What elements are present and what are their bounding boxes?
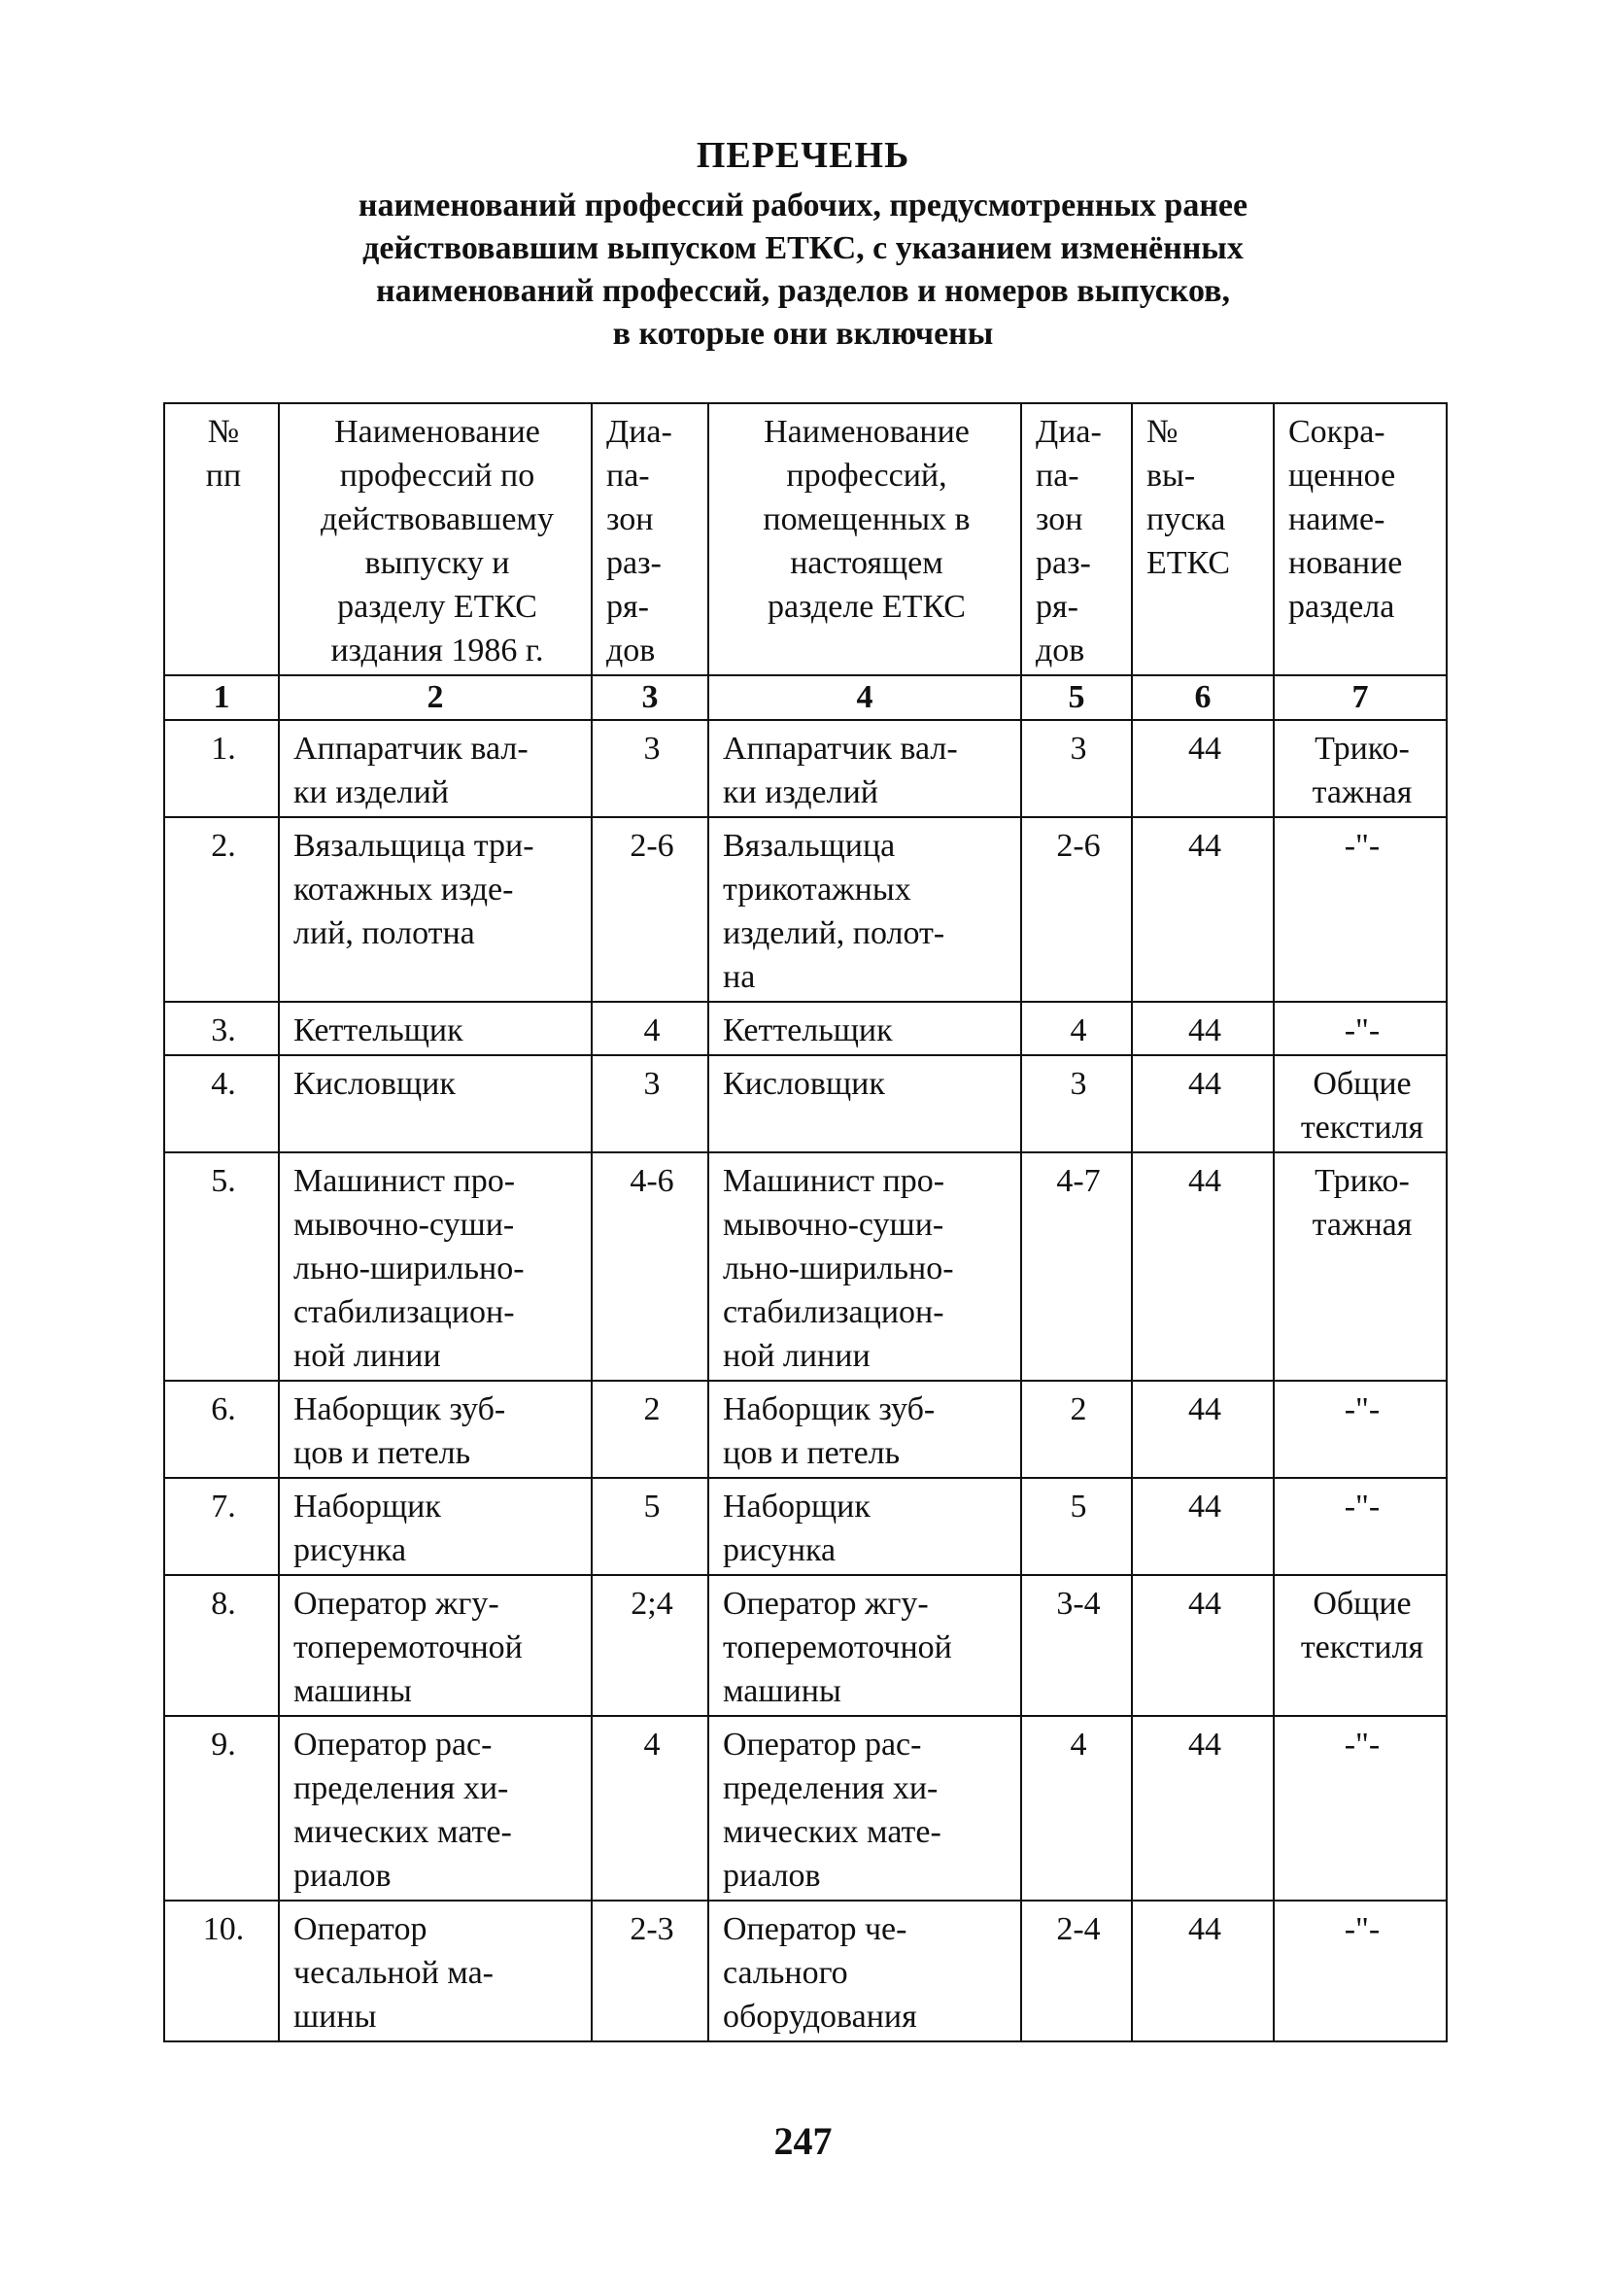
header-section-line: наиме- — [1288, 501, 1385, 537]
subtitle-line: в которые они включены — [612, 316, 994, 352]
old-grade-range: 5 — [592, 1478, 708, 1575]
section-name — [1274, 1575, 1447, 1716]
new-profession-name-line: машины — [723, 1673, 841, 1709]
old-profession-name — [279, 1716, 592, 1901]
new-profession-name — [708, 1716, 1021, 1901]
document-title: ПЕРЕЧЕНЬ — [696, 135, 910, 176]
etks-issue-number: 44 — [1132, 1055, 1274, 1152]
section-name — [1274, 1002, 1447, 1055]
section-name-line: текстиля — [1300, 1110, 1424, 1146]
new-profession-name-line: стабилизацион- — [723, 1294, 944, 1330]
section-name — [1274, 1478, 1447, 1575]
new-profession-name-line: Наборщик — [723, 1489, 871, 1525]
header-issue-line: пуска — [1146, 501, 1226, 537]
header-new-range-line: ря- — [1036, 589, 1078, 625]
old-profession-name-line: Наборщик — [293, 1489, 441, 1525]
new-profession-name-line: топеремоточной — [723, 1629, 952, 1665]
header-old-name-line: разделу ЕТКС — [337, 589, 537, 625]
header-section-line: раздела — [1288, 589, 1395, 625]
old-profession-name-line: пределения хи- — [293, 1770, 509, 1806]
section-name-line: -"- — [1344, 1489, 1381, 1525]
column-number: 7 — [1274, 675, 1447, 720]
header-number — [164, 403, 279, 675]
header-section-line: щенное — [1288, 458, 1396, 494]
table-row — [164, 1901, 1447, 2041]
table-row — [164, 1716, 1447, 1901]
new-profession-name-line: пределения хи- — [723, 1770, 939, 1806]
old-grade-range: 3 — [592, 720, 708, 817]
old-profession-name — [279, 1381, 592, 1478]
header-old-range-line: зон — [606, 501, 654, 537]
new-profession-name-line: Кисловщик — [723, 1066, 885, 1102]
old-profession-name-line: Машинист про- — [293, 1163, 516, 1199]
section-name-line: Общие — [1313, 1066, 1412, 1102]
section-name-line: -"- — [1344, 1391, 1381, 1427]
old-profession-name-line: мических мате- — [293, 1814, 512, 1850]
old-grade-range: 4 — [592, 1002, 708, 1055]
header-issue-line: вы- — [1146, 458, 1196, 494]
etks-issue-number: 44 — [1132, 1002, 1274, 1055]
new-profession-name-line: ки изделий — [723, 774, 878, 810]
new-grade-range: 4-7 — [1021, 1152, 1132, 1381]
old-grade-range: 2-6 — [592, 817, 708, 1002]
new-profession-name-line: оборудования — [723, 1999, 917, 2035]
column-number: 2 — [279, 675, 592, 720]
old-profession-name-line: Оператор жгу- — [293, 1586, 499, 1622]
row-number: 4. — [164, 1055, 279, 1152]
section-name — [1274, 817, 1447, 1002]
header-new-range-line: зон — [1036, 501, 1083, 537]
new-profession-name-line: цов и петель — [723, 1435, 901, 1471]
new-grade-range: 3 — [1021, 720, 1132, 817]
new-grade-range: 2-4 — [1021, 1901, 1132, 2041]
old-profession-name-line: лий, полотна — [293, 915, 475, 951]
header-old-range-line: дов — [606, 633, 656, 668]
column-number: 6 — [1132, 675, 1274, 720]
section-name — [1274, 1716, 1447, 1901]
table-row — [164, 720, 1447, 817]
header-new-name-line: Наименование — [764, 414, 970, 450]
column-number: 1 — [164, 675, 279, 720]
section-name-line: -"- — [1344, 1012, 1381, 1048]
new-profession-name-line: Оператор рас- — [723, 1727, 922, 1763]
subtitle-line: наименований профессий рабочих, предусмотренных ранее — [358, 188, 1248, 223]
new-profession-name — [708, 1381, 1021, 1478]
header-section-line: нование — [1288, 545, 1403, 581]
header-new-range-line: Диа- — [1036, 414, 1102, 450]
subtitle-line: действовавшим выпуском ЕТКС, с указанием изменённых — [362, 230, 1244, 266]
header-number-line: № — [207, 414, 240, 450]
new-profession-name — [708, 1002, 1021, 1055]
section-name-line: -"- — [1344, 828, 1381, 864]
old-profession-name-line: мывочно-суши- — [293, 1207, 515, 1243]
table-row — [164, 1381, 1447, 1478]
old-profession-name-line: цов и петель — [293, 1435, 471, 1471]
etks-issue-number: 44 — [1132, 1901, 1274, 2041]
old-profession-name — [279, 817, 592, 1002]
new-profession-name-line: изделий, полот- — [723, 915, 945, 951]
row-number: 7. — [164, 1478, 279, 1575]
header-old-range-line: Диа- — [606, 414, 672, 450]
old-profession-name-line: Наборщик зуб- — [293, 1391, 506, 1427]
header-new-range-line: па- — [1036, 458, 1079, 494]
section-name-line: Общие — [1313, 1586, 1412, 1622]
new-profession-name-line: Машинист про- — [723, 1163, 945, 1199]
professions-table — [163, 402, 1448, 2042]
old-profession-name-line: Вязальщица три- — [293, 828, 534, 864]
new-profession-name-line: трикотажных — [723, 872, 911, 908]
old-profession-name-line: риалов — [293, 1858, 392, 1894]
old-profession-name-line: ной линии — [293, 1338, 441, 1374]
old-grade-range: 2;4 — [592, 1575, 708, 1716]
section-name-line: -"- — [1344, 1727, 1381, 1763]
header-old-name-line: выпуску и — [364, 545, 510, 581]
row-number: 3. — [164, 1002, 279, 1055]
new-profession-name-line: льно-ширильно- — [723, 1251, 954, 1286]
new-profession-name-line: Наборщик зуб- — [723, 1391, 936, 1427]
header-old-name-line: издания 1986 г. — [330, 633, 544, 668]
row-number: 2. — [164, 817, 279, 1002]
page-number: 247 — [773, 2119, 833, 2163]
new-profession-name-line: Кеттельщик — [723, 1012, 893, 1048]
section-name-line: -"- — [1344, 1911, 1381, 1947]
table-row — [164, 1055, 1447, 1152]
old-profession-name-line: Кисловщик — [293, 1066, 456, 1102]
old-profession-name — [279, 1152, 592, 1381]
new-profession-name-line: рисунка — [723, 1532, 837, 1568]
row-number: 10. — [164, 1901, 279, 2041]
table-row — [164, 1478, 1447, 1575]
new-profession-name-line: риалов — [723, 1858, 821, 1894]
new-profession-name-line: Оператор че- — [723, 1911, 907, 1947]
row-number: 9. — [164, 1716, 279, 1901]
section-name — [1274, 1901, 1447, 2041]
new-profession-name — [708, 1901, 1021, 2041]
new-profession-name-line: Аппаратчик вал- — [723, 731, 958, 767]
header-old-name — [279, 403, 592, 675]
section-name — [1274, 1055, 1447, 1152]
header-new-name-line: настоящем — [790, 545, 943, 581]
row-number: 5. — [164, 1152, 279, 1381]
header-new-range-line: дов — [1036, 633, 1085, 668]
new-profession-name — [708, 1575, 1021, 1716]
table-row — [164, 1575, 1447, 1716]
header-old-name-line: действовавшему — [321, 501, 554, 537]
new-profession-name — [708, 1055, 1021, 1152]
section-name-line: тажная — [1312, 1207, 1413, 1243]
header-old-range-line: раз- — [606, 545, 662, 581]
subtitle-line: наименований профессий, разделов и номеров выпусков, — [376, 273, 1230, 309]
header-issue — [1132, 403, 1274, 675]
header-section-line: Сокра- — [1288, 414, 1385, 450]
new-grade-range: 2 — [1021, 1381, 1132, 1478]
old-profession-name-line: топеремоточной — [293, 1629, 523, 1665]
new-profession-name — [708, 720, 1021, 817]
header-old-name-line: Наименование — [334, 414, 540, 450]
header-old-range-line: ря- — [606, 589, 649, 625]
row-number: 8. — [164, 1575, 279, 1716]
new-profession-name — [708, 1478, 1021, 1575]
old-profession-name-line: Кеттельщик — [293, 1012, 463, 1048]
new-grade-range: 5 — [1021, 1478, 1132, 1575]
section-name — [1274, 720, 1447, 817]
column-number-row — [164, 675, 1447, 720]
old-profession-name-line: Оператор — [293, 1911, 427, 1947]
new-profession-name — [708, 817, 1021, 1002]
etks-issue-number: 44 — [1132, 1716, 1274, 1901]
old-profession-name — [279, 1575, 592, 1716]
old-profession-name-line: стабилизацион- — [293, 1294, 515, 1330]
new-profession-name-line: ной линии — [723, 1338, 871, 1374]
header-number-line: пп — [205, 458, 242, 494]
etks-issue-number: 44 — [1132, 1575, 1274, 1716]
header-issue-line: № — [1146, 414, 1179, 450]
table-row — [164, 1152, 1447, 1381]
header-new-name-line: помещенных в — [763, 501, 971, 537]
new-grade-range: 4 — [1021, 1716, 1132, 1901]
new-profession-name — [708, 1152, 1021, 1381]
new-grade-range: 2-6 — [1021, 817, 1132, 1002]
new-profession-name-line: мывочно-суши- — [723, 1207, 944, 1243]
new-grade-range: 3-4 — [1021, 1575, 1132, 1716]
new-grade-range: 3 — [1021, 1055, 1132, 1152]
column-number: 5 — [1021, 675, 1132, 720]
document-subtitle — [0, 185, 1606, 356]
old-profession-name — [279, 1901, 592, 2041]
old-grade-range: 2-3 — [592, 1901, 708, 2041]
new-grade-range: 4 — [1021, 1002, 1132, 1055]
row-number: 6. — [164, 1381, 279, 1478]
row-number: 1. — [164, 720, 279, 817]
header-new-name — [708, 403, 1021, 675]
header-old-range — [592, 403, 708, 675]
header-section — [1274, 403, 1447, 675]
old-profession-name-line: машины — [293, 1673, 412, 1709]
table-row — [164, 817, 1447, 1002]
old-profession-name-line: ки изделий — [293, 774, 449, 810]
new-profession-name-line: сального — [723, 1955, 848, 1991]
old-profession-name-line: льно-ширильно- — [293, 1251, 525, 1286]
new-profession-name-line: мических мате- — [723, 1814, 941, 1850]
etks-issue-number: 44 — [1132, 1152, 1274, 1381]
etks-issue-number: 44 — [1132, 1381, 1274, 1478]
old-grade-range: 2 — [592, 1381, 708, 1478]
section-name-line: текстиля — [1300, 1629, 1424, 1665]
old-profession-name — [279, 1002, 592, 1055]
section-name-line: Трико- — [1315, 731, 1410, 767]
old-grade-range: 3 — [592, 1055, 708, 1152]
etks-issue-number: 44 — [1132, 720, 1274, 817]
new-profession-name-line: на — [723, 959, 756, 995]
old-profession-name-line: рисунка — [293, 1532, 407, 1568]
old-profession-name-line: чесальной ма- — [293, 1955, 494, 1991]
old-grade-range: 4 — [592, 1716, 708, 1901]
old-profession-name — [279, 1478, 592, 1575]
header-old-range-line: па- — [606, 458, 650, 494]
header-new-name-line: профессий, — [786, 458, 947, 494]
header-new-range-line: раз- — [1036, 545, 1091, 581]
new-profession-name-line: Оператор жгу- — [723, 1586, 929, 1622]
old-profession-name-line: Аппаратчик вал- — [293, 731, 529, 767]
old-profession-name-line: котажных изде- — [293, 872, 514, 908]
old-grade-range: 4-6 — [592, 1152, 708, 1381]
table-row — [164, 1002, 1447, 1055]
etks-issue-number: 44 — [1132, 817, 1274, 1002]
column-number: 4 — [708, 675, 1021, 720]
section-name-line: Трико- — [1315, 1163, 1410, 1199]
header-new-name-line: разделе ЕТКС — [768, 589, 966, 625]
section-name — [1274, 1152, 1447, 1381]
old-profession-name — [279, 720, 592, 817]
old-profession-name-line: Оператор рас- — [293, 1727, 493, 1763]
column-number: 3 — [592, 675, 708, 720]
old-profession-name-line: шины — [293, 1999, 377, 2035]
header-old-name-line: профессий по — [339, 458, 535, 494]
header-issue-line: ЕТКС — [1146, 545, 1231, 581]
header-new-range — [1021, 403, 1132, 675]
section-name — [1274, 1381, 1447, 1478]
new-profession-name-line: Вязальщица — [723, 828, 896, 864]
old-profession-name — [279, 1055, 592, 1152]
table-header-row — [164, 403, 1447, 675]
etks-issue-number: 44 — [1132, 1478, 1274, 1575]
section-name-line: тажная — [1312, 774, 1413, 810]
